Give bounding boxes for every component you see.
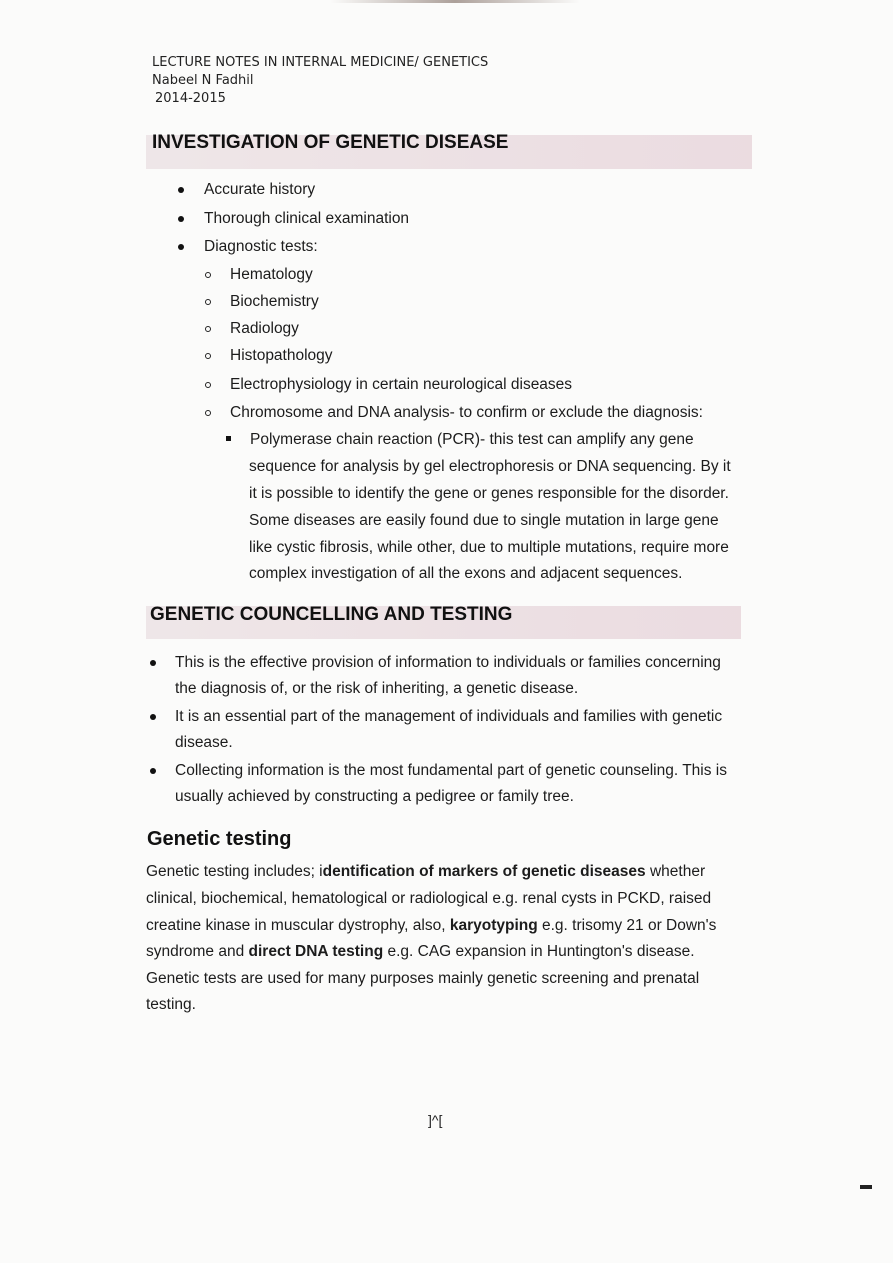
- list-item-line: This is the effective provision of information to individuals or families concerning: [175, 654, 721, 671]
- bullet-icon: [150, 660, 156, 666]
- text-run: whether: [645, 863, 706, 880]
- text-run: e.g. CAG expansion in Huntington's disease.: [383, 943, 695, 960]
- circle-bullet-icon: [205, 326, 211, 332]
- circle-bullet-icon: [205, 299, 211, 305]
- list-item: Histopathology: [230, 347, 333, 364]
- bullet-icon: [178, 244, 184, 250]
- section-1-title: INVESTIGATION OF GENETIC DISEASE: [152, 132, 509, 153]
- genetic-testing-heading: Genetic testing: [147, 828, 292, 850]
- list-item: Electrophysiology in certain neurological diseases: [230, 376, 573, 393]
- paragraph-line: [146, 943, 695, 961]
- list-item: Chromosome and DNA analysis- to confirm or exclude the diagnosis:: [230, 404, 703, 421]
- bullet-icon: [150, 768, 156, 774]
- pcr-line: Polymerase chain reaction (PCR)- this test can amplify any gene: [250, 431, 694, 448]
- circle-bullet-icon: [205, 410, 211, 416]
- scan-artifact-right: [860, 1185, 872, 1189]
- list-item-line: It is an essential part of the management of individuals and families with genetic: [175, 708, 723, 725]
- section-2-title: GENETIC COUNCELLING AND TESTING: [150, 604, 513, 625]
- list-item: Diagnostic tests:: [204, 238, 318, 255]
- list-item: Hematology: [230, 266, 313, 283]
- square-bullet-icon: [226, 436, 231, 441]
- list-item: Thorough clinical examination: [204, 210, 410, 227]
- list-item: Radiology: [230, 320, 299, 337]
- paragraph-line: [146, 917, 716, 935]
- page-number: ]^[: [428, 1112, 443, 1128]
- list-item-line: the diagnosis of, or the risk of inheriting, a genetic disease.: [175, 680, 579, 697]
- paragraph-line: Genetic tests are used for many purposes mainly genetic screening and prenatal: [146, 970, 700, 987]
- text-run: Genetic testing includes; i: [146, 863, 323, 880]
- circle-bullet-icon: [205, 382, 211, 388]
- list-item-line: disease.: [175, 734, 233, 751]
- document-header: [152, 54, 488, 108]
- pcr-line: like cystic fibrosis, while other, due to multiple mutations, require more: [249, 539, 729, 556]
- text-run: creatine kinase in muscular dystrophy, also,: [146, 917, 450, 934]
- text-run: e.g. trisomy 21 or Down's: [537, 917, 717, 934]
- bold-term: direct DNA testing: [248, 943, 384, 960]
- course-title: LECTURE NOTES IN INTERNAL MEDICINE/ GENETICS: [152, 55, 489, 70]
- list-item-line: Collecting information is the most fundamental part of genetic counseling. This is: [175, 762, 727, 779]
- academic-year: 2014-2015: [155, 91, 226, 106]
- author-name: Nabeel N Fadhil: [152, 73, 254, 88]
- paragraph-line: clinical, biochemical, hematological or radiological e.g. renal cysts in PCKD, raised: [146, 890, 712, 907]
- bullet-icon: [150, 714, 156, 720]
- pcr-line: sequence for analysis by gel electrophoresis or DNA sequencing. By it: [249, 458, 731, 475]
- paragraph-line: [146, 863, 705, 881]
- circle-bullet-icon: [205, 272, 211, 278]
- bold-term: karyotyping: [449, 917, 538, 934]
- pcr-line: Some diseases are easily found due to single mutation in large gene: [249, 512, 719, 529]
- list-item: Accurate history: [204, 181, 316, 198]
- list-item-line: usually achieved by constructing a pedigree or family tree.: [175, 788, 574, 805]
- scan-artifact-top: [330, 0, 580, 3]
- text-run: syndrome and: [146, 943, 249, 960]
- bold-term: dentification of markers of genetic diseases: [322, 863, 646, 880]
- paragraph-line: testing.: [146, 996, 196, 1013]
- bullet-icon: [178, 187, 184, 193]
- bullet-icon: [178, 216, 184, 222]
- circle-bullet-icon: [205, 353, 211, 359]
- list-item: Biochemistry: [230, 293, 319, 310]
- pcr-line: complex investigation of all the exons and adjacent sequences.: [249, 565, 683, 582]
- pcr-line: it is possible to identify the gene or genes responsible for the disorder.: [249, 485, 729, 502]
